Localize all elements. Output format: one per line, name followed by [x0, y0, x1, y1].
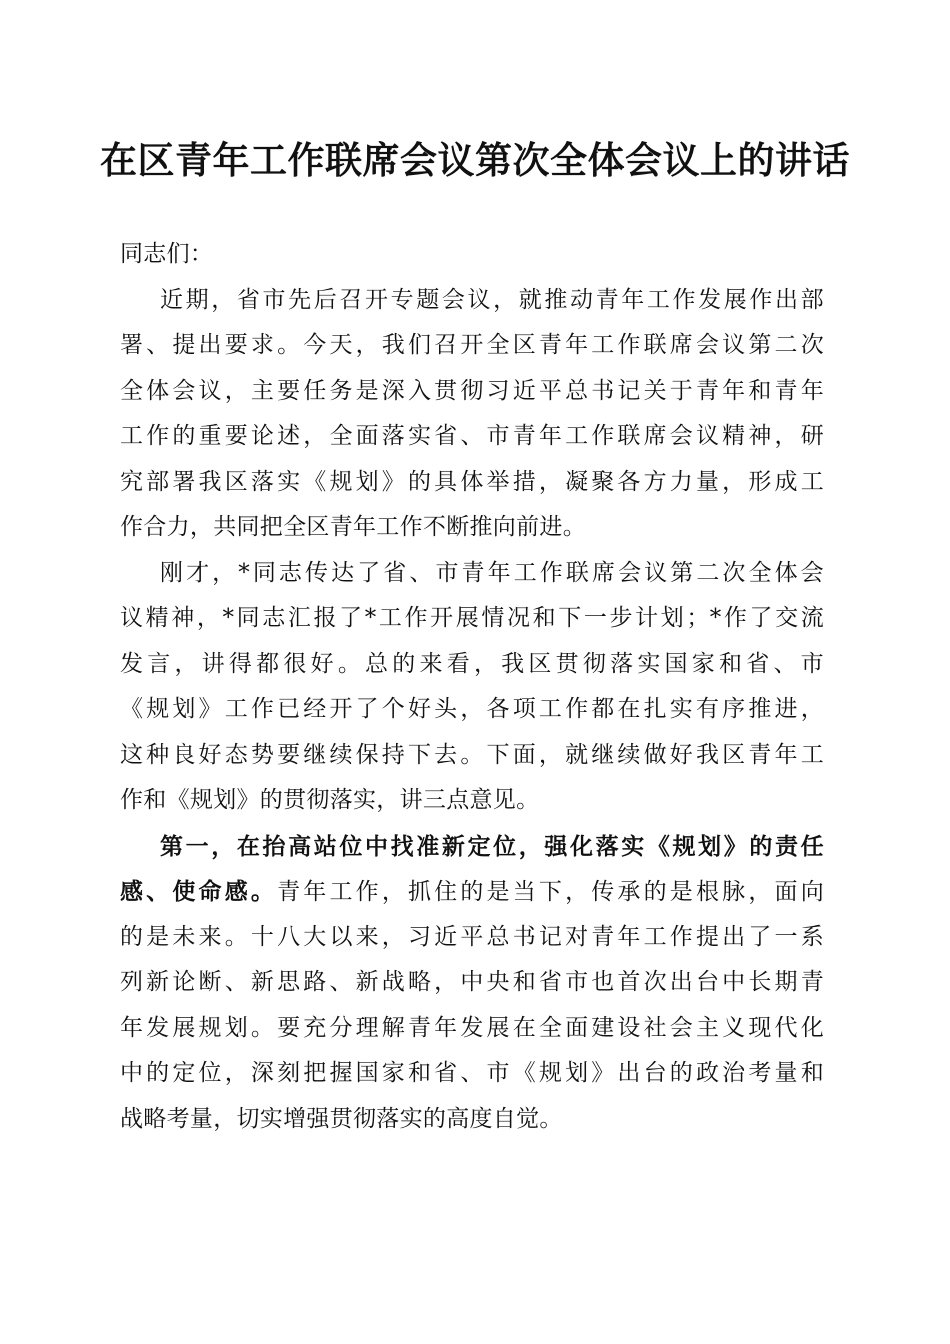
paragraph-2-line-2: 议精神，*同志汇报了*工作开展情况和下一步计划；*作了交流 [120, 605, 824, 631]
paragraph-3-line-5: 年发展规划。要充分理解青年发展在全面建设社会主义现代化 [120, 1014, 824, 1041]
document-body [120, 232, 824, 1142]
salutation: 同志们： [120, 241, 214, 267]
section-one-heading-line-2: 感、使命感。 [120, 878, 278, 905]
paragraph-1-line-5: 究部署我区落实《规划》的具体举措，凝聚各方力量，形成工 [120, 468, 824, 495]
paragraph-2-line-6: 作和《规划》的贯彻落实，讲三点意见。 [120, 787, 540, 813]
paragraph-2-line-5: 这种良好态势要继续保持下去。下面，就继续做好我区青年工 [120, 741, 824, 768]
paragraph-3-text-start: 青年工作，抓住的是当下，传承的是根脉，面向 [277, 879, 824, 905]
paragraph-1-line-1: 近期，省市先后召开专题会议，就推动青年工作发展作出部 [160, 286, 824, 313]
paragraph-2-line-1: 刚才，*同志传达了省、市青年工作联席会议第二次全体会 [160, 559, 824, 586]
paragraph-1-line-6: 作合力，共同把全区青年工作不断推向前进。 [120, 514, 586, 540]
paragraph-2-line-3: 发言，讲得都很好。总的来看，我区贯彻落实国家和省、市 [120, 650, 824, 677]
paragraph-1-line-4: 工作的重要论述，全面落实省、市青年工作联席会议精神，研 [120, 423, 824, 449]
paragraph-3-line-7: 战略考量，切实增强贯彻落实的高度自觉。 [120, 1105, 563, 1132]
paragraph-3-line-4: 列新论断、新思路、新战略，中央和省市也首次出台中长期青 [120, 969, 824, 995]
paragraph-3-line-6: 中的定位，深刻把握国家和省、市《规划》出台的政治考量和 [120, 1060, 824, 1086]
paragraph-1-line-3: 全体会议，主要任务是深入贯彻习近平总书记关于青年和青年 [120, 377, 824, 404]
document-title: 在区青年工作联席会议第次全体会议上的讲话 [100, 138, 850, 182]
paragraph-1-line-2: 署、提出要求。今天，我们召开全区青年工作联席会议第二次 [120, 332, 824, 358]
paragraph-3-line-3: 的是未来。十八大以来，习近平总书记对青年工作提出了一系 [120, 923, 824, 950]
paragraph-2-line-4: 《规划》工作已经开了个好头，各项工作都在扎实有序推进， [120, 696, 824, 722]
paragraph-3-line-2 [120, 869, 824, 915]
section-one-heading-line-1: 第一，在抬高站位中找准新定位，强化落实《规划》的责任 [160, 832, 824, 860]
